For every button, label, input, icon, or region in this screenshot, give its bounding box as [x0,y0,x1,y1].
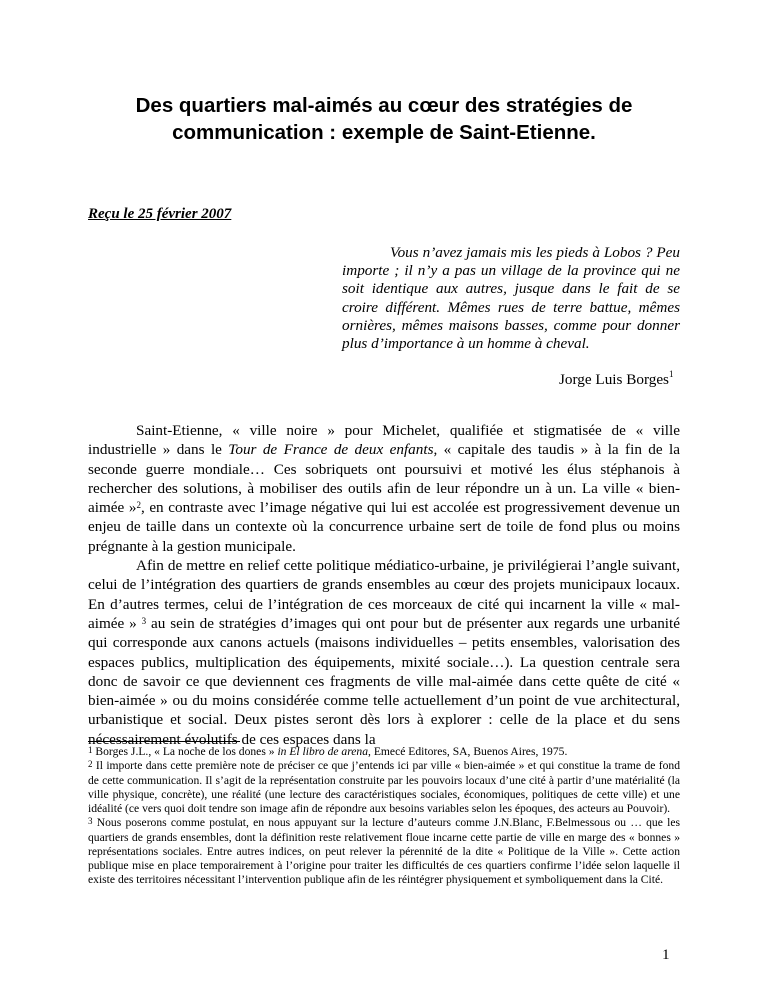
footnote-1-part-a: Borges J.L., « La noche de los dones » [92,745,278,758]
paragraph-1-part-a: Saint-Etienne, « ville noire » pour Michelet, qualifiée et stigmatisée de « ville industrielle » dans le [88,422,680,459]
book-title-italic: Tour de France de deux enfants [228,441,434,459]
footnote-ref-1[interactable]: 1 [668,369,674,379]
paragraph-2 [88,556,680,749]
footnote-2 [88,759,680,816]
title-line-1: Des quartiers mal-aimés au cœur des stratégies de [135,94,633,117]
epigraph-text: Vous n’avez jamais mis les pieds à Lobos ? Peu importe ; il n’y a pas un village de la province qui ne soit identique aux autres, jusque dans le fait de se croire différent. Mêmes rues de terre battue, mêmes ornières, mêmes maisons basses, comme pour donner plus d’importance à un homme à cheval. [342,244,680,353]
footnote-number: 2 [88,759,93,770]
footnote-3 [88,816,680,887]
footnote-1 [88,745,680,759]
paragraph-2-part-b: au sein de stratégies d’images qui ont pour but de présenter aux regards une urbanité qui corresponde aux canons actuels (maisons individuelles – petits ensembles, valorisation des espaces publics, multiplication des équipements, mixité sociale…). La question centrale sera donc de savoir ce que deviennent ces fragments de ville mal-aimée dans cette quête de cité « bien-aimée » ou du moins considérée comme telle actuellement d’un point de vue architectural, urbanistique et social. Deux pistes seront dès lors à explorer : celle de la place et du sens nécessairement évolutifs de ces espaces dans la [88,614,680,748]
footnote-ref-3[interactable]: 3 [141,615,147,626]
footnote-number: 1 [88,745,93,755]
title-line-2: communication : exemple de Saint-Etienne. [172,121,596,144]
footnote-1-italic: in El libro de arena [277,745,369,758]
footnote-1-part-b: , Emecé Editores, SA, Buenos Aires, 1975. [368,745,568,758]
epigraph [342,244,680,353]
footnote-number: 3 [88,816,93,827]
page-title [96,92,672,146]
paragraph-1 [88,421,680,556]
paragraph-1-part-b: , « capitale des taudis » à la fin de la seconde guerre mondiale… Ces sobriquets ont poursuivi et motivé les élus stéphanois à rechercher des solutions, à mobiliser des outils afin de leur répondre un à un. La ville « bien-aimée » [88,441,680,517]
footnote-3-text: Nous poserons comme postulat, en nous appuyant sur la lecture d’auteurs comme J.N.Blanc, F.Belmessous ou … que les quartiers de grands ensembles, dont la définition reste relativement floue incarne cette partie de ville en marge des « bonnes » représentations sociales. Entre autres indices, on peut relever la pérennité de la dite « Politique de la Ville ». Cette action publique mise en place temporairement à l’origine pour traiter les difficultés de ces quartiers confirme l’idée selon laquelle il existe des territoires nécessitant l’intervention publique afin de les réintégrer physiquement et symboliquement dans la Cité. [88,816,680,887]
received-date: Reçu le 25 février 2007 [88,206,232,222]
footnote-separator [88,741,240,742]
paragraph-2-part-a: Afin de mettre en relief cette politique médiatico-urbaine, je privilégierai l’angle suivant, celui de l’intégration des quartiers de grands ensembles au cœur des projets municipaux locaux. En d’autres termes, celui de l’intégration de ces morceaux de cité qui incarnent la ville « mal-aimée » [88,557,680,632]
epigraph-author-name: Jorge Luis Borges [559,371,669,388]
paragraph-1-part-c: , en contraste avec l’image négative qui lui est accolée est progressivement devenue un enjeu de taille dans un contexte où la concurrence urbaine sert de toile de fond plus ou moins prégnante à la gestion municipale. [88,499,680,555]
body-text [88,421,680,749]
footnote-ref-2[interactable]: 2 [136,500,141,511]
page-number: 1 [662,946,670,963]
footnotes [88,745,680,888]
footnote-2-text: Il importe dans cette première note de préciser ce que j’entends ici par ville « bien-aimée » et qui constitue la trame de fond de cette communication. Il s’agit de la représentation construite par les pouvoirs locaux d’une cité à partir d’une matérialité (la ville physique, concrète), une réalité (une lecture des caractéristiques sociales, économiques, politiques de cette ville) et une idéalité (ce vers quoi doit tendre son image afin de répondre aux besoins variables selon les époques, des acteurs au Pouvoir). [88,759,680,815]
epigraph-author [559,371,673,389]
